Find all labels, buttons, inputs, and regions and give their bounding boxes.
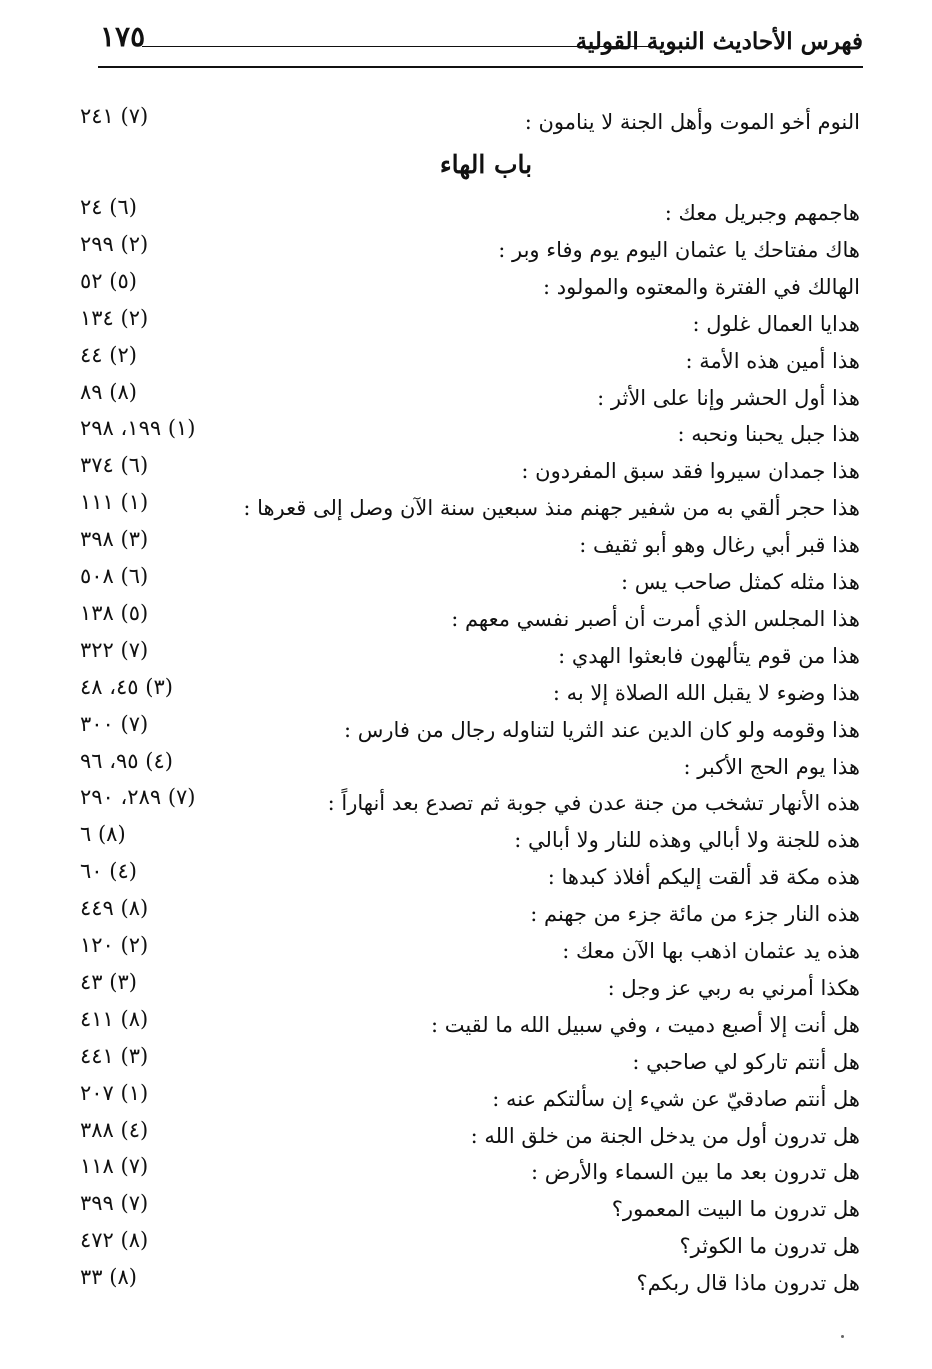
index-entry [70,785,860,827]
hadith-text: هذا حجر ألقي به من شفير جهنم منذ سبعين سنة الآن وصل إلى قعرها : [243,496,860,521]
running-title: فهرس الأحاديث النبوية القولية [575,28,863,55]
index-entry [70,231,860,274]
hadith-text: هذا مثله كمثل صاحب يس : [620,570,860,594]
index-entry [70,933,860,975]
volume-page-ref: (٨) ٣٣ [80,1265,137,1290]
hadith-text: هذا أول الحشر وإنا على الأثر : [597,385,860,410]
hadith-text: هذه يد عثمان اذهب بها الآن معك : [562,939,860,963]
index-entry [70,490,860,532]
hadith-text: هل تدرون ماذا قال ربكم؟ [636,1271,860,1296]
index-entry [70,416,860,458]
section-title: باب الهاء [439,150,533,179]
index-entry [70,1006,860,1049]
hadith-text: هل أنتم تاركو لي صاحبي : [632,1049,860,1074]
volume-page-ref: (٧) ٢٤١ [80,104,149,128]
hadith-text: هذا وضوء لا يقبل الله الصلاة إلا به : [552,680,860,705]
volume-page-ref: (٣) ٤٥، ٤٨ [80,674,173,699]
hadith-text: هل أنتم صادقيّ عن شيء إن سألتكم عنه : [492,1086,860,1111]
hadith-text: هل أنت إلا أصبع دميت ، وفي سبيل الله ما لقيت : [430,1012,860,1037]
index-entry [70,637,860,680]
index-entry [70,859,860,901]
hadith-text: هذه للجنة ولا أبالي وهذه للنار ولا أبالي : [514,828,860,853]
hadith-text: هل تدرون ما البيت المعمور؟ [611,1197,860,1222]
hadith-text: هذا قبر أبي رغال وهو أبو ثقيف : [579,533,860,558]
hadith-text: هاك مفتاحك يا عثمان اليوم يوم وفاء وبر : [498,237,860,262]
hadith-text: هذه الأنهار تشخب من جنة عدن في جوبة ثم تصدع بعد أنهاراً : [327,791,860,816]
index-entry [70,969,860,1012]
scan-speck [841,1335,844,1338]
volume-page-ref: (٥) ١٣٨ [80,600,149,625]
index-entry [70,305,860,348]
volume-page-ref: (٧) ٣٩٩ [80,1191,149,1216]
volume-page-ref: (٦) ٣٧٤ [80,453,149,478]
hadith-text: الهالك في الفترة والمعتوه والمولود : [543,274,860,299]
index-entry [70,564,860,606]
hadith-text: هذا وقومه ولو كان الدين عند الثريا لتناوله رجال من فارس : [343,717,860,742]
index-entry [70,453,860,495]
volume-page-ref: (٢) ٢٩٩ [80,231,149,256]
volume-page-ref: (٧) ١١٨ [80,1154,149,1179]
volume-page-ref: (٨) ٤١١ [80,1006,149,1031]
volume-page-ref: (٣) ٤٤١ [80,1043,149,1068]
volume-page-ref: (٤) ٦٠ [80,859,137,884]
volume-page-ref: (٢) ١٢٠ [80,933,149,957]
volume-page-ref: (٤) ٩٥، ٩٦ [80,748,173,773]
hadith-text: هل تدرون بعد ما بين السماء والأرض : [530,1160,860,1185]
index-entry [70,896,860,938]
hadith-text: هذا أمين هذه الأمة : [685,348,860,373]
volume-page-ref: (٨) ٤٤٩ [80,896,149,921]
volume-page-ref: (١) ٢٠٧ [80,1080,149,1105]
volume-page-ref: (٦) ٢٤ [80,195,137,219]
index-entry [70,1154,860,1196]
volume-page-ref: (٨) ٤٧٢ [80,1228,149,1253]
volume-page-ref: (٣) ٤٣ [80,969,137,994]
index-entry [70,600,860,643]
hadith-text: هل تدرون أول من يدخل الجنة من خلق الله : [470,1123,860,1148]
index-entry [70,527,860,569]
hadith-text: هذا جبل يحبنا ونحبه : [677,422,860,447]
hadith-text: هاجمهم وجبريل معك : [664,201,860,225]
volume-page-ref: (٦) ٥٠٨ [80,564,149,588]
volume-page-ref: (٨) ٦ [80,822,126,847]
hadith-text: هذا جمدان سيروا فقد سبق المفردون : [521,459,860,484]
volume-page-ref: (٣) ٣٩٨ [80,527,149,552]
index-entry [70,674,860,717]
index-entry [70,1043,860,1086]
volume-page-ref: (٧) ٢٨٩، ٢٩٠ [80,785,196,810]
hadith-text: هذا يوم الحج الأكبر : [683,754,860,779]
hadith-text: النوم أخو الموت وأهل الجنة لا ينامون : [524,110,860,134]
page-number: ١٧٥ [100,20,146,53]
index-entry [70,1228,860,1270]
hadith-text: هل تدرون ما الكوثر؟ [679,1234,860,1259]
volume-page-ref: (٥) ٥٢ [80,268,137,293]
index-entry [70,1117,860,1160]
hadith-text: هذا المجلس الذي أمرت أن أصبر نفسي معهم : [451,606,860,631]
volume-page-ref: (٢) ١٣٤ [80,305,149,330]
volume-page-ref: (٢) ٤٤ [80,342,137,367]
index-entry [70,342,860,385]
hadith-text: هكذا أمرني به ربي عز وجل : [607,975,860,1000]
volume-page-ref: (٧) ٣٠٠ [80,711,149,736]
index-entry [70,1265,860,1307]
volume-page-ref: (٧) ٣٢٢ [80,637,149,662]
index-entry [70,1191,860,1233]
index-entry [70,268,860,311]
volume-page-ref: (١) ١١١ [80,490,149,515]
index-entry [70,822,860,864]
index-entry [70,195,860,237]
hadith-text: هذا من قوم يتألهون فابعثوا الهدي : [558,643,860,668]
hadith-text: هذه مكة قد ألقت إليكم أفلاذ كبدها : [547,865,860,890]
volume-page-ref: (٤) ٣٨٨ [80,1117,149,1142]
index-entry [70,711,860,754]
volume-page-ref: (١) ١٩٩، ٢٩٨ [80,416,196,441]
hadith-text: هدايا العمال غلول : [692,311,860,336]
hadith-text: هذه النار جزء من مائة جزء من جهنم : [530,902,860,927]
index-entry [70,1080,860,1123]
volume-page-ref: (٨) ٨٩ [80,379,137,404]
